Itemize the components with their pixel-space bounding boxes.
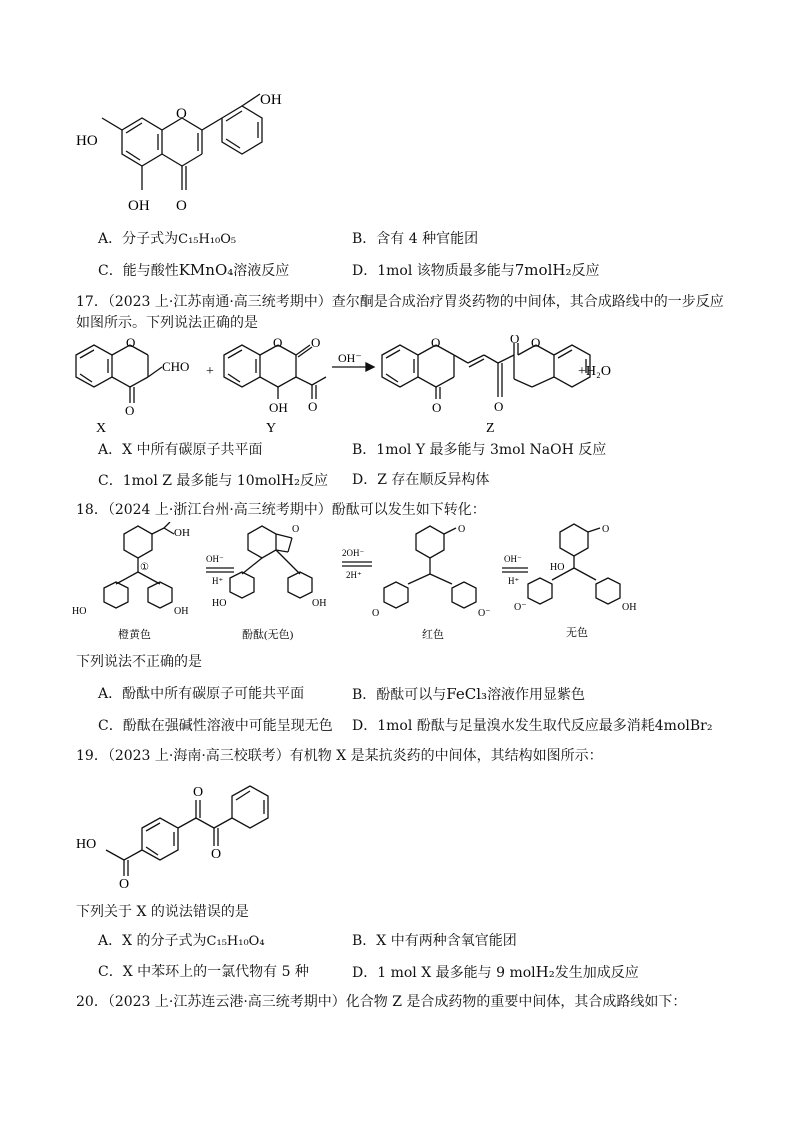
svg-text:O: O [510, 335, 520, 346]
svg-text:OH⁻: OH⁻ [338, 351, 362, 365]
q19-option-b: B．X 中有两种含氧官能团 [352, 933, 517, 949]
svg-text:H⁺: H⁺ [508, 576, 520, 586]
svg-text:O: O [126, 335, 136, 350]
q19-structure [70, 770, 310, 894]
q18-option-d: D．1mol 酚酞与足量溴水发生取代反应最多消耗4molBr₂ [352, 718, 713, 734]
q19-option-c: C．X 中苯环上的一氯代物有 5 种 [98, 964, 309, 980]
svg-text:O: O [125, 403, 135, 418]
svg-text:OH: OH [174, 606, 189, 617]
svg-text:O: O [273, 335, 283, 350]
svg-text:O: O [211, 847, 222, 862]
q17-label-y: Y [266, 421, 277, 435]
svg-text:O: O [602, 524, 610, 535]
svg-text:OH⁻: OH⁻ [504, 554, 522, 564]
svg-text:O: O [531, 335, 541, 350]
svg-text:O: O [311, 335, 321, 350]
svg-text:O: O [432, 400, 442, 415]
q18-label-phenolphthalein: 酚酞(无色) [242, 629, 294, 641]
q16-oh-bottom: OH [128, 198, 150, 214]
svg-text:HO: HO [72, 606, 87, 617]
svg-text:OH: OH [312, 598, 327, 609]
q17-water: +H₂O [578, 364, 611, 379]
q16-o-carbonyl: O [176, 198, 187, 214]
svg-text:O: O [431, 335, 441, 350]
svg-text:O: O [193, 785, 204, 800]
q19-ho: HO [76, 837, 97, 852]
q16-option-a: A．分子式为C₁₅H₁₀O₅ [98, 231, 237, 247]
q18-label-red: 红色 [422, 629, 444, 641]
q20-stem: 20．（2023 上·江苏连云港·高三统考期中）化合物 Z 是合成药物的重要中间体，其合成路线如下： [76, 994, 687, 1010]
svg-text:HO: HO [212, 598, 227, 609]
q16-oh-top: OH [260, 92, 282, 108]
q17-label-x: X [96, 421, 107, 435]
svg-text:O: O [292, 524, 300, 535]
q16-structure [60, 90, 320, 220]
q18-question: 下列说法不正确的是 [76, 654, 202, 670]
q18-option-b: B．酚酞可以与FeCl₃溶液作用显紫色 [352, 685, 586, 703]
q17-stem-line1: 17．（2023 上·江苏南通·高三统考期中）查尔酮是合成治疗胃炎药物的中间体，其合成路线中的一步反应 [76, 294, 724, 310]
svg-text:H⁺: H⁺ [212, 576, 224, 586]
svg-text:OH⁻: OH⁻ [206, 554, 224, 564]
q17-option-a: A．X 中所有碳原子共平面 [98, 442, 263, 458]
svg-text:O: O [458, 524, 466, 535]
q17-option-c: C．1mol Z 最多能与 10molH₂反应 [98, 471, 328, 489]
svg-text:O: O [372, 608, 380, 619]
q19-stem: 19．（2023 上·海南·高三校联考）有机物 X 是某抗炎药的中间体，其结构如图所示： [76, 748, 603, 764]
svg-text:+: + [206, 364, 214, 379]
q17-option-b: B．1mol Y 最多能与 3mol NaOH 反应 [352, 442, 607, 458]
svg-text:①: ① [140, 562, 149, 573]
q18-stem: 18．（2024 上·浙江台州·高三统考期中）酚酞可以发生如下转化： [76, 502, 486, 518]
svg-text:O: O [119, 877, 130, 892]
svg-text:2H⁺: 2H⁺ [346, 570, 362, 580]
q16-option-b: B．含有 4 种官能团 [352, 231, 479, 247]
q17-stem-line2: 如图所示。下列说法正确的是 [76, 315, 258, 331]
q18-label-orange: 橙黄色 [118, 629, 151, 641]
svg-text:OH: OH [622, 602, 637, 613]
svg-text:2OH⁻: 2OH⁻ [342, 548, 365, 558]
svg-text:O⁻: O⁻ [514, 602, 527, 613]
q18-phenolphthalein-scheme [66, 522, 716, 644]
q16-o-ring: O [176, 106, 187, 122]
q17-reaction-scheme [66, 335, 626, 435]
q16-option-c: C．能与酸性KMnO₄溶液反应 [98, 261, 290, 279]
svg-text:OH: OH [174, 527, 190, 539]
q18-option-a: A．酚酞中所有碳原子可能共平面 [98, 686, 305, 702]
q17-label-z: Z [486, 421, 495, 435]
svg-text:CHO: CHO [162, 359, 190, 374]
q19-option-a: A．X 的分子式为C₁₅H₁₀O₄ [98, 933, 265, 949]
q18-label-colorless: 无色 [566, 627, 588, 639]
svg-text:O: O [308, 399, 318, 414]
q19-option-d: D．1 mol X 最多能与 9 molH₂发生加成反应 [352, 963, 639, 981]
q16-ho-left: HO [76, 133, 98, 149]
q16-option-d: D．1mol 该物质最多能与7molH₂反应 [352, 261, 600, 279]
q18-option-c: C．酚酞在强碱性溶液中可能呈现无色 [98, 718, 333, 734]
svg-text:O: O [494, 399, 504, 414]
svg-text:OH: OH [269, 400, 288, 415]
svg-text:HO: HO [550, 562, 565, 573]
q19-question: 下列关于 X 的说法错误的是 [76, 904, 249, 920]
q17-option-d: D．Z 存在顺反异构体 [352, 472, 490, 488]
svg-text:O⁻: O⁻ [478, 608, 491, 619]
